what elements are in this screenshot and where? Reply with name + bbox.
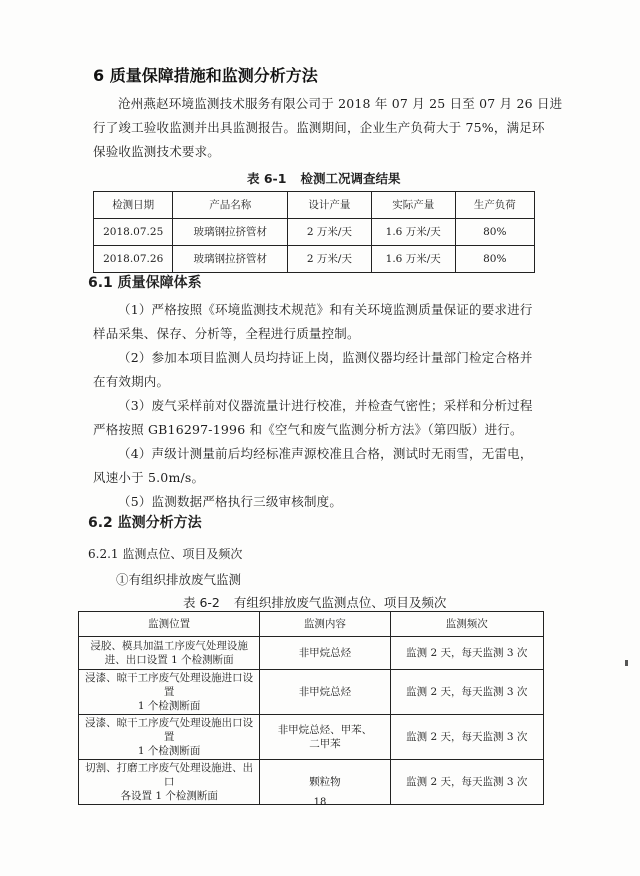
table-cell: 2 万米/天 [288, 246, 372, 273]
cell-line: 切割、打磨工序废气处理设施进、出口 [85, 762, 254, 788]
table-cell: 80% [455, 219, 534, 246]
cell-line: 浸胶、模具加温工序废气处理设施 [90, 640, 248, 652]
column-header: 实际产量 [371, 192, 455, 219]
table-cell: 2 万米/天 [288, 219, 372, 246]
text-line: （2）参加本项目监测人员均持证上岗，监测仪器均经计量部门检定合格并 [118, 350, 533, 365]
table-cell [79, 670, 260, 715]
table-number: 表 6-2 [183, 595, 220, 610]
table-number: 表 6-1 [247, 171, 287, 186]
table-cell: 2018.07.26 [94, 246, 173, 273]
subsection-title: 6.2 监测分析方法 [88, 515, 202, 531]
cell-line: 二甲苯 [309, 738, 341, 750]
table-cell: 80% [455, 246, 534, 273]
table-title: 有组织排放废气监测点位、项目及频次 [233, 595, 447, 610]
quality-paragraph [93, 298, 533, 514]
table-row [94, 219, 535, 246]
text-line: 样品采集、保存、分析等，全程进行质量控制。 [93, 326, 360, 341]
column-header: 产品名称 [173, 192, 288, 219]
table-cell: 监测 2 天，每天监测 3 次 [390, 715, 543, 760]
table-cell [260, 715, 390, 760]
cell-line: 浸漆、晾干工序废气处理设施出口设置 [85, 717, 254, 743]
table-caption [183, 593, 446, 611]
table-header-row [94, 192, 535, 219]
column-header: 监测内容 [260, 612, 390, 637]
table-cell [79, 715, 260, 760]
text-line: 沧州燕赵环境监测技术服务有限公司于 2018 年 07 月 25 日至 07 月 26 日进 [118, 96, 563, 111]
text-line: （5）监测数据严格执行三级审核制度。 [118, 494, 343, 509]
table-cell [260, 637, 390, 670]
table-cell: 玻璃钢拉挤管材 [173, 246, 288, 273]
cell-line: 1 个检测断面 [137, 745, 201, 757]
sub-subsection-title: 6.2.1 监测点位、项目及频次 [88, 547, 243, 561]
cell-line: 1 个检测断面 [137, 700, 201, 712]
table-cell [79, 637, 260, 670]
table-cell: 监测 2 天，每天监测 3 次 [390, 637, 543, 670]
list-item: ①有组织排放废气监测 [116, 572, 242, 587]
work-condition-table [93, 191, 535, 273]
subsection-title: 6.1 质量保障体系 [88, 275, 202, 291]
cell-line: 浸漆、晾干工序废气处理设施进口设置 [85, 672, 254, 698]
table-row [94, 246, 535, 273]
cell-line: 进、出口设置 1 个检测断面 [104, 654, 234, 666]
table-caption [247, 169, 400, 187]
text-line: 保验收监测技术要求。 [93, 144, 221, 159]
column-header: 监测位置 [79, 612, 260, 637]
table-row [79, 637, 544, 670]
table-cell [260, 670, 390, 715]
table-cell: 玻璃钢拉挤管材 [173, 219, 288, 246]
text-line: 风速小于 5.0m/s。 [93, 470, 205, 485]
table-cell: 1.6 万米/天 [371, 219, 455, 246]
cell-line: 颗粒物 [309, 776, 341, 788]
table-cell: 监测 2 天，每天监测 3 次 [390, 760, 543, 805]
column-header: 设计产量 [288, 192, 372, 219]
text-line: 行了竣工验收监测并出具监测报告。监测期间，企业生产负荷大于 75%，满足环 [93, 120, 545, 135]
cell-line: 非甲烷总烃 [298, 686, 352, 698]
text-line: （4）声级计测量前后均经标准声源校准且合格，测试时无雨雪，无雷电， [118, 446, 533, 461]
table-header-row [79, 612, 544, 637]
column-header: 生产负荷 [455, 192, 534, 219]
table-row [79, 670, 544, 715]
column-header: 监测频次 [390, 612, 543, 637]
text-line: 在有效期内。 [93, 374, 170, 389]
cell-line: 非甲烷总烃、甲苯、 [277, 724, 373, 736]
section-title: 6 质量保障措施和监测分析方法 [93, 66, 318, 85]
table-title: 检测工况调查结果 [300, 171, 401, 186]
scan-mark [625, 660, 628, 666]
text-line: （1）严格按照《环境监测技术规范》和有关环境监测质量保证的要求进行 [118, 302, 533, 317]
intro-paragraph [93, 92, 563, 164]
table-cell: 2018.07.25 [94, 219, 173, 246]
text-line: （3）废气采样前对仪器流量计进行校准，并检查气密性；采样和分析过程 [118, 398, 533, 413]
table-cell: 1.6 万米/天 [371, 246, 455, 273]
cell-line: 各设置 1 个检测断面 [120, 790, 218, 802]
text-line: 严格按照 GB16297-1996 和《空气和废气监测分析方法》（第四版）进行。 [93, 422, 523, 437]
table-cell: 监测 2 天，每天监测 3 次 [390, 670, 543, 715]
column-header: 检测日期 [94, 192, 173, 219]
cell-line: 非甲烷总烃 [298, 647, 352, 659]
page-number: 18 [313, 797, 327, 808]
monitoring-points-table [78, 611, 544, 805]
table-row [79, 715, 544, 760]
